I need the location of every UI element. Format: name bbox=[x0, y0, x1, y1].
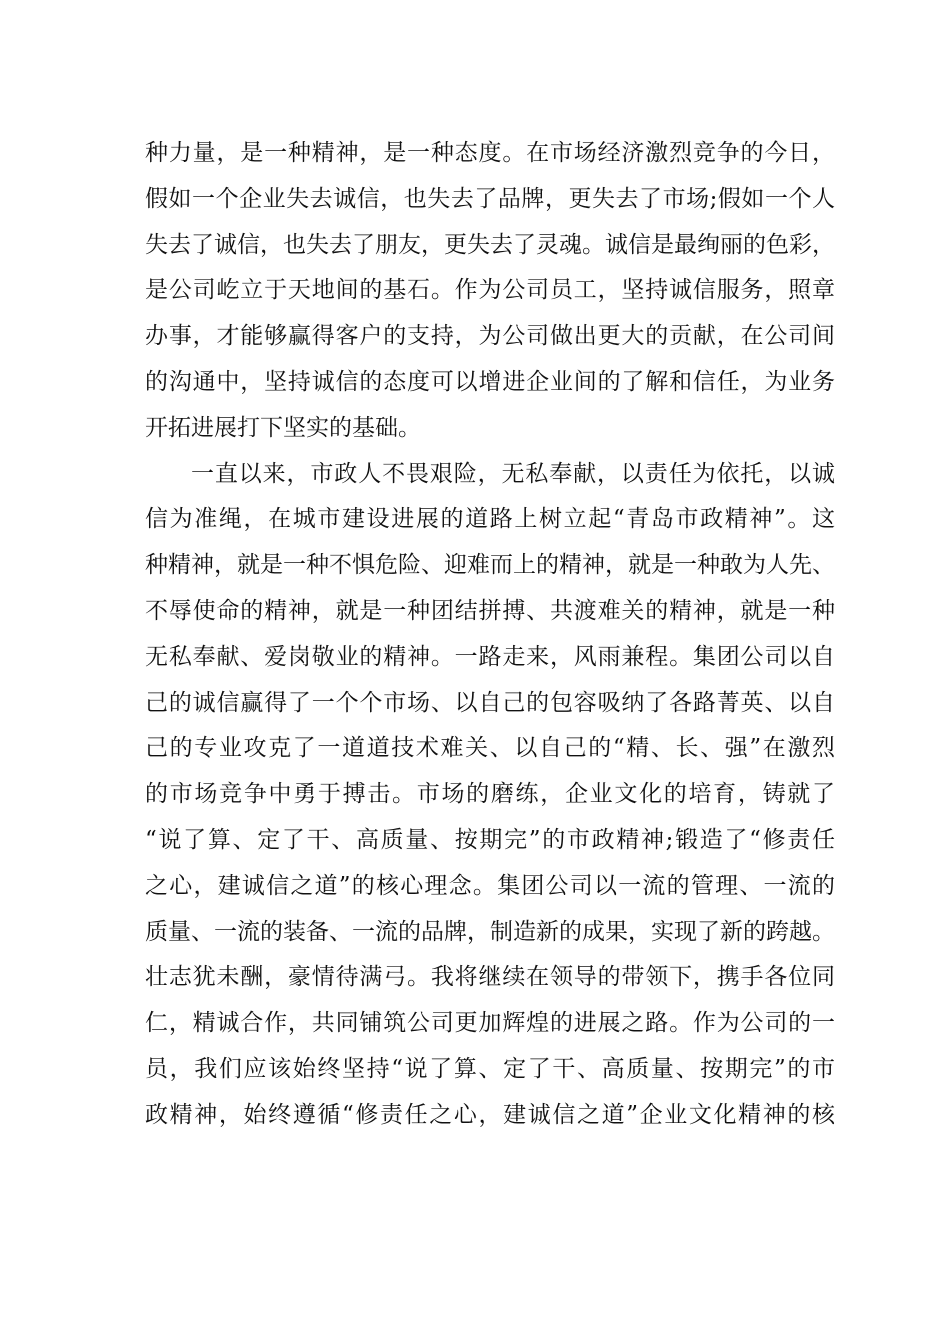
text-line: 政精神，始终遵循“修责任之心，建诚信之道”企业文化精神的核 bbox=[145, 1101, 835, 1128]
text-line: 己的诚信赢得了一个个市场、以自己的包容吸纳了各路菁英、以自 bbox=[145, 689, 835, 716]
text-line: 失去了诚信，也失去了朋友，更失去了灵魂。诚信是最绚丽的色彩， bbox=[145, 231, 835, 258]
text-line: 质量、一流的装备、一流的品牌，制造新的成果，实现了新的跨越。 bbox=[145, 918, 835, 945]
text-line: “说了算、定了干、高质量、按期完”的市政精神;锻造了“修责任 bbox=[145, 826, 835, 853]
text-line: 一直以来，市政人不畏艰险，无私奉献，以责任为依托，以诚 bbox=[191, 460, 835, 487]
text-line: 假如一个企业失去诚信，也失去了品牌，更失去了市场;假如一个人 bbox=[145, 185, 835, 212]
text-line: 的市场竞争中勇于搏击。市场的磨练，企业文化的培育，铸就了 bbox=[145, 781, 835, 808]
text-line: 壮志犹未酬，豪情待满弓。我将继续在领导的带领下，携手各位同 bbox=[145, 964, 835, 991]
text-line: 种力量，是一种精神，是一种态度。在市场经济激烈竞争的今日， bbox=[145, 140, 835, 166]
text-line: 员，我们应该始终坚持“说了算、定了干、高质量、按期完”的市 bbox=[145, 1055, 835, 1082]
text-line: 种精神，就是一种不惧危险、迎难而上的精神，就是一种敢为人先、 bbox=[145, 552, 835, 579]
text-line: 信为准绳，在城市建设进展的道路上树立起“青岛市政精神”。这 bbox=[145, 506, 835, 533]
text-line: 仁，精诚合作，共同铺筑公司更加辉煌的进展之路。作为公司的一 bbox=[145, 1010, 835, 1037]
text-line: 之心，建诚信之道”的核心理念。集团公司以一流的管理、一流的 bbox=[145, 872, 835, 899]
text-line: 无私奉献、爱岗敬业的精神。一路走来，风雨兼程。集团公司以自 bbox=[145, 643, 835, 670]
text-line: 不辱使命的精神，就是一种团结拼搏、共渡难关的精神，就是一种 bbox=[145, 597, 835, 624]
text-line: 己的专业攻克了一道道技术难关、以自己的“精、长、强”在激烈 bbox=[145, 735, 835, 762]
document-body bbox=[145, 131, 835, 1139]
text-line: 办事，才能够赢得客户的支持，为公司做出更大的贡献，在公司间 bbox=[145, 323, 835, 350]
text-line: 是公司屹立于天地间的基石。作为公司员工，坚持诚信服务，照章 bbox=[145, 277, 835, 304]
text-line: 的沟通中，坚持诚信的态度可以增进企业间的了解和信任，为业务 bbox=[145, 368, 835, 395]
text-line: 开拓进展打下坚实的基础。 bbox=[145, 414, 421, 441]
